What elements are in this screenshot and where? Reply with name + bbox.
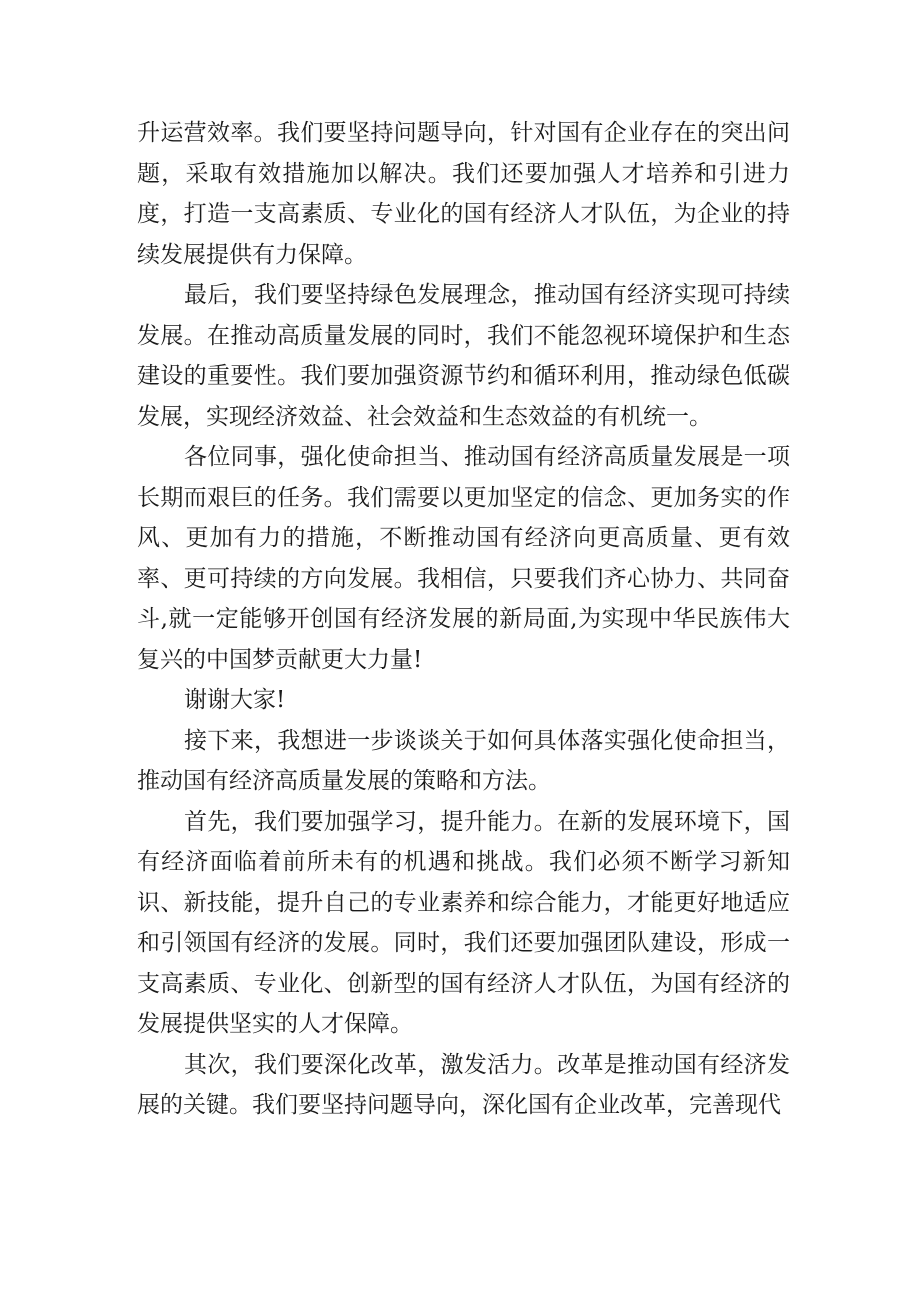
- paragraph-next-topic: 接下来，我想进一步谈谈关于如何具体落实强化使命担当，推动国有经济高质量发展的策略和方法。: [137, 727, 790, 794]
- paragraph-thanks: 谢谢大家!: [184, 687, 286, 713]
- paragraph-first-learning: 首先，我们要加强学习，提升能力。在新的发展环境下，国有经济面临着前所未有的机遇和挑战。我们必须不断学习新知识、新技能，提升自己的专业素养和综合能力，才能更好地适应和引领国有经济的发展。同时，我们还要加强团队建设，形成一支高素质、专业化、创新型的国有经济人才队伍，为国有经济的发展提供坚实的人才保障。: [137, 808, 790, 1037]
- document-body: [137, 113, 790, 1126]
- paragraph-green-development: 最后，我们要坚持绿色发展理念，推动国有经济实现可持续发展。在推动高质量发展的同时，我们不能忽视环境保护和生态建设的重要性。我们要加强资源节约和循环利用，推动绿色低碳发展，实现经济效益、社会效益和生态效益的有机统一。: [137, 282, 790, 430]
- paragraph-second-reform: 其次，我们要深化改革，激发活力。改革是推动国有经济发展的关键。我们要坚持问题导向，深化国有企业改革，完善现代: [137, 1051, 790, 1118]
- paragraph-continuation: 升运营效率。我们要坚持问题导向，针对国有企业存在的突出问题，采取有效措施加以解决。我们还要加强人才培养和引进力度，打造一支高素质、专业化的国有经济人才队伍，为企业的持续发展提供有力保障。: [137, 120, 790, 268]
- paragraph-colleagues-conclusion: 各位同事，强化使命担当、推动国有经济高质量发展是一项长期而艰巨的任务。我们需要以更加坚定的信念、更加务实的作风、更加有力的措施，不断推动国有经济向更高质量、更有效率、更可持续的方向发展。我相信，只要我们齐心协力、共同奋斗,就一定能够开创国有经济发展的新局面,为实现中华民族伟大复兴的中国梦贡献更大力量!: [137, 444, 790, 673]
